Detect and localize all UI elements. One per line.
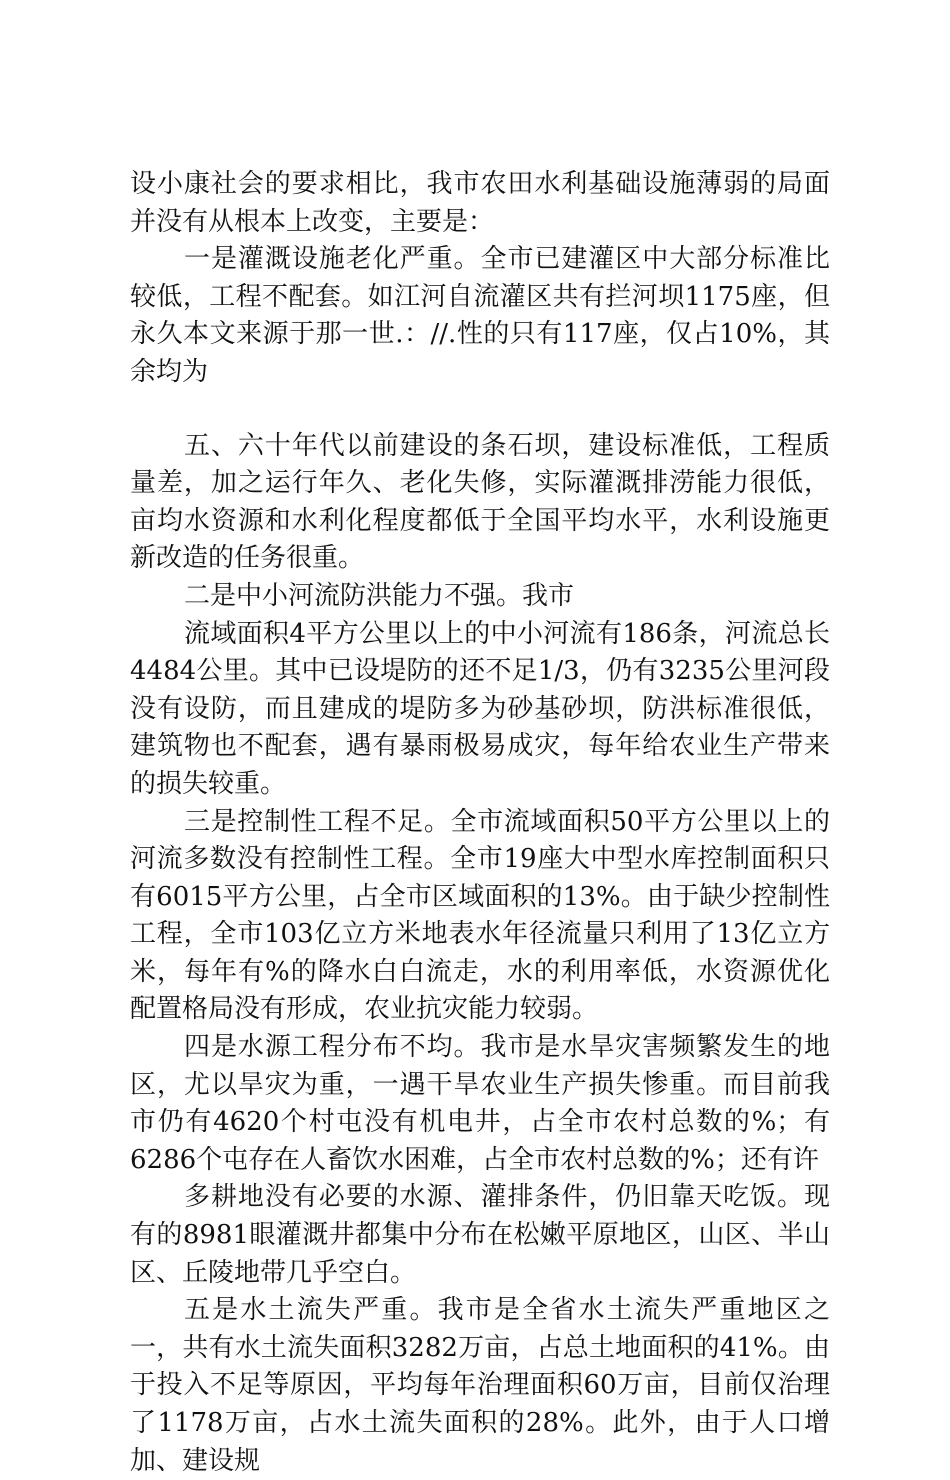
- paragraph-flood-control-heading: 二是中小河流防洪能力不强。我市: [184, 580, 575, 611]
- paragraph-soil-erosion: 五是水土流失严重。我市是全省水土流失严重地区之一，共有水土流失面积3282万亩，占总土地面积的41%。由于投入不足等原因，平均每年治理面积60万亩，目前仅治理了1178万亩，占水土流失面积的28%。此外，由于人口增加、建设规: [130, 1295, 830, 1476]
- paragraph-stone-dams: 五、六十年代以前建设的条石坝，建设标准低，工程质量差，加之运行年久、老化失修，实际灌溉排涝能力很低，亩均水资源和水利化程度都低于全国平均水平，水利设施更新改造的任务很重。: [130, 430, 830, 574]
- paragraph-river-embankments: 流域面积4平方公里以上的中小河流有186条，河流总长4484公里。其中已设堤防的还不足1/3，仍有3235公里河段没有设防，而且建成的堤防多为砂基砂坝，防洪标准很低，建筑物也不配套，遇有暴雨极易成灾，每年给农业生产带来的损失较重。: [130, 618, 830, 799]
- paragraph-farmland-conditions: 多耕地没有必要的水源、灌排条件，仍旧靠天吃饭。现有的8981眼灌溉井都集中分布在松嫩平原地区，山区、半山区、丘陵地带几乎空白。: [130, 1182, 830, 1288]
- paragraph-irrigation-aging: 一是灌溉设施老化严重。全市已建灌区中大部分标准比较低，工程不配套。如江河自流灌区共有拦河坝1175座，但永久本文来源于那一世.：//.性的只有117座，仅占10%，其余均为: [130, 244, 830, 387]
- paragraph-water-source: 四是水源工程分布不均。我市是水旱灾害频繁发生的地区，尤以旱灾为重，一遇干旱农业生产损失惨重。而目前我市仍有4620个村屯没有机电井，占全市农村总数的%；有6286个屯存在人畜饮水困难，占全市农村总数的%；还有许: [130, 1032, 830, 1175]
- document-page: [130, 166, 830, 1480]
- paragraph-intro: 设小康社会的要求相比，我市农田水利基础设施薄弱的局面并没有从根本上改变，主要是：: [130, 169, 830, 237]
- paragraph-control-projects: 三是控制性工程不足。全市流域面积50平方公里以上的河流多数没有控制性工程。全市19座大中型水库控制面积只有6015平方公里，占全市区域面积的13%。由于缺少控制性工程，全市103亿立方米地表水年径流量只利用了13亿立方米，每年有%的降水白白流走，水的利用率低，水资源优化配置格局没有形成，农业抗灾能力较弱。: [130, 806, 830, 1025]
- paragraph-gap: [130, 392, 830, 428]
